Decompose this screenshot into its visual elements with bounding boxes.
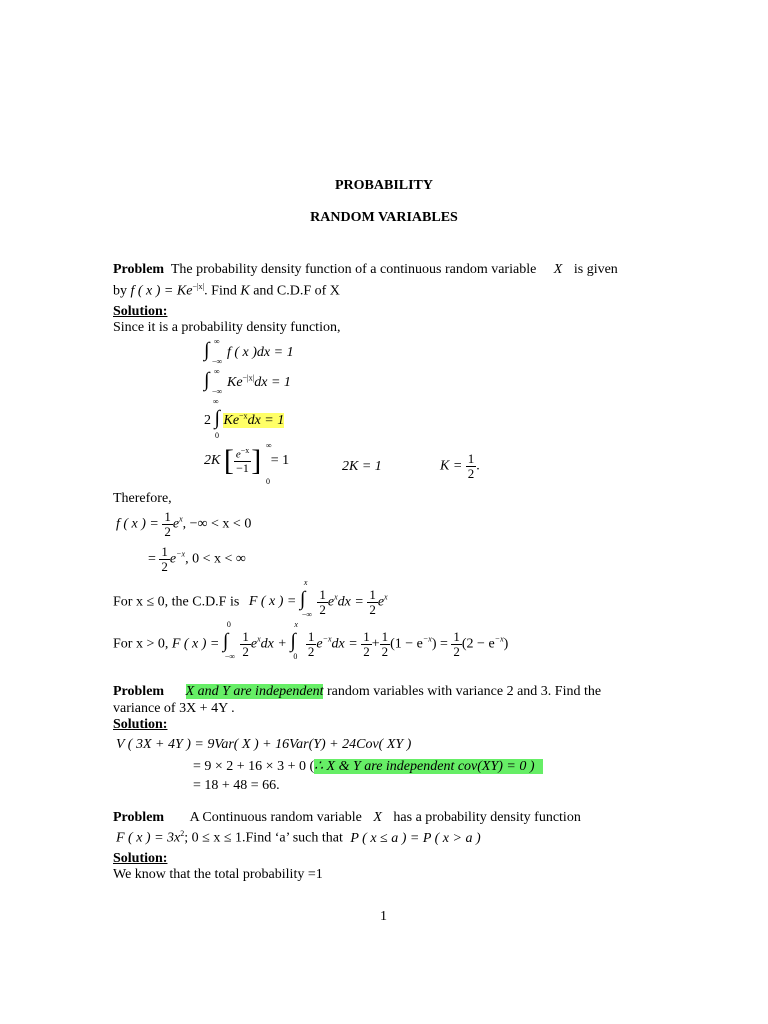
- equation-3: [204, 397, 285, 440]
- solution-label-1: Solution:: [113, 304, 168, 319]
- problem-2-line-2: variance of 3X + 4Y .: [113, 701, 235, 716]
- problem-label: Problem: [113, 262, 165, 277]
- var-x: X: [553, 262, 563, 277]
- problem-label: Problem: [113, 684, 165, 699]
- cdf-line-2: For x > 0, F ( x ) = ∫ 0 −∞ $\frac{1}{2}$ $e^xdx$ + ∫ x 0 $\frac{1}{2}$ $e^{-x}dx$ = $\frac{1}{2}$ + $\frac{1}{2}$ $(1 - e^{-x})$ = $\frac{1}{2}$ $(2 - e^{-x})$: [113, 620, 509, 662]
- var-x: X: [373, 810, 382, 825]
- equation-4: 2K [ $\frac{e^{-x}}{-1}$ ] ∞ 0 = 1: [204, 441, 290, 486]
- problem-3-text-2: has a probability density function: [393, 810, 581, 825]
- variance-line-1: V ( 3X + 4Y ) = 9Var( X ) + 16Var(Y) + 24Cov( XY ): [116, 737, 412, 752]
- lower-limit: −∞: [212, 357, 223, 366]
- find-text: . Find: [204, 283, 237, 299]
- eq2-exponent: −|x|: [242, 373, 255, 383]
- eq4-k: K = $\frac{1}{2}$ .: [440, 451, 480, 481]
- integral-sign: ∫: [204, 369, 210, 391]
- problem-2-line-1: [113, 685, 601, 699]
- eq3-coef: 2: [204, 413, 211, 428]
- problem-1-text: The probability density function of a continuous random variable: [170, 262, 537, 277]
- page-subtitle: RANDOM VARIABLES: [310, 210, 458, 225]
- solution-label-3: Solution:: [113, 851, 168, 866]
- variance-line-2: = 9 × 2 + 16 × 3 + 0 (∴ X & Y are independent cov(XY) = 0 ): [193, 760, 543, 774]
- eq4-mid: 2K = 1: [342, 459, 382, 474]
- eq2-body: Ke: [226, 375, 243, 390]
- page-title: PROBABILITY: [334, 178, 434, 193]
- integral-sign: ∫: [204, 339, 210, 361]
- solution-label-2: Solution:: [113, 717, 168, 732]
- eq4-rhs: = 1: [270, 453, 290, 469]
- problem-1-line-1: [113, 263, 618, 277]
- k-var: K: [240, 283, 250, 299]
- bracket-upper: ∞: [266, 441, 272, 450]
- lower-limit: 0: [215, 431, 219, 440]
- pdf-case-1: f ( x ) = $\frac{1}{2}$ $e^x$, −∞ < x < 0: [116, 509, 252, 539]
- highlighted-independence: X and Y are independent: [185, 684, 324, 699]
- problem-label: Problem: [113, 810, 165, 825]
- and-cdf-text: and C.D.F of X: [253, 283, 340, 299]
- highlighted-reason: ∴ X & Y are independent cov(XY) = 0 ): [314, 759, 542, 774]
- variance-line-3: = 18 + 48 = 66.: [193, 778, 280, 793]
- upper-limit: ∞: [214, 337, 220, 346]
- equation-2: [204, 367, 291, 396]
- bracket-lower: 0: [266, 477, 270, 486]
- problem-1-line-2: [113, 283, 340, 299]
- problem-3-line-1: [113, 811, 656, 825]
- eq1-body: f ( x )dx = 1: [226, 345, 294, 360]
- highlighted-integrand: $Ke^{-x}dx = 1$: [223, 411, 285, 428]
- by-text: by: [113, 283, 127, 299]
- problem-3-line-2: F ( x ) = $3x^2$; 0 ≤ x ≤ 1.Find ‘a’ such that P ( x ≤ a ) = P ( x > a ): [116, 829, 481, 846]
- pdf-case-2: = $\frac{1}{2}$ $e^{-x}$, 0 < x < ∞: [148, 544, 246, 574]
- cdf-line-1: For x ≤ 0, the C.D.F is F ( x ) = ∫ x −∞ $\frac{1}{2}$ $e^xdx$ = $\frac{1}{2}$ $e^x$: [113, 578, 388, 620]
- total-probability-text: We know that the total probability =1: [113, 867, 323, 882]
- upper-limit: ∞: [214, 367, 220, 376]
- therefore-text: Therefore,: [113, 491, 172, 506]
- pdf-expression: f ( x ) = Ke: [130, 283, 193, 299]
- page-number: 1: [380, 909, 387, 924]
- equation-1: [204, 337, 294, 366]
- is-given: is given: [573, 262, 618, 277]
- integral-sign: ∫: [214, 407, 220, 429]
- problem-2-text: random variables with variance 2 and 3. Find the: [326, 684, 602, 699]
- lower-limit: −∞: [212, 387, 223, 396]
- eq2-tail: dx = 1: [254, 375, 291, 390]
- eq4-lhs: 2K: [204, 453, 221, 469]
- problem-3-text-1: A Continuous random variable: [189, 810, 362, 825]
- pdf-exponent: −|x|: [192, 282, 205, 291]
- since-text: Since it is a probability density function,: [113, 320, 341, 335]
- upper-limit: ∞: [213, 397, 219, 406]
